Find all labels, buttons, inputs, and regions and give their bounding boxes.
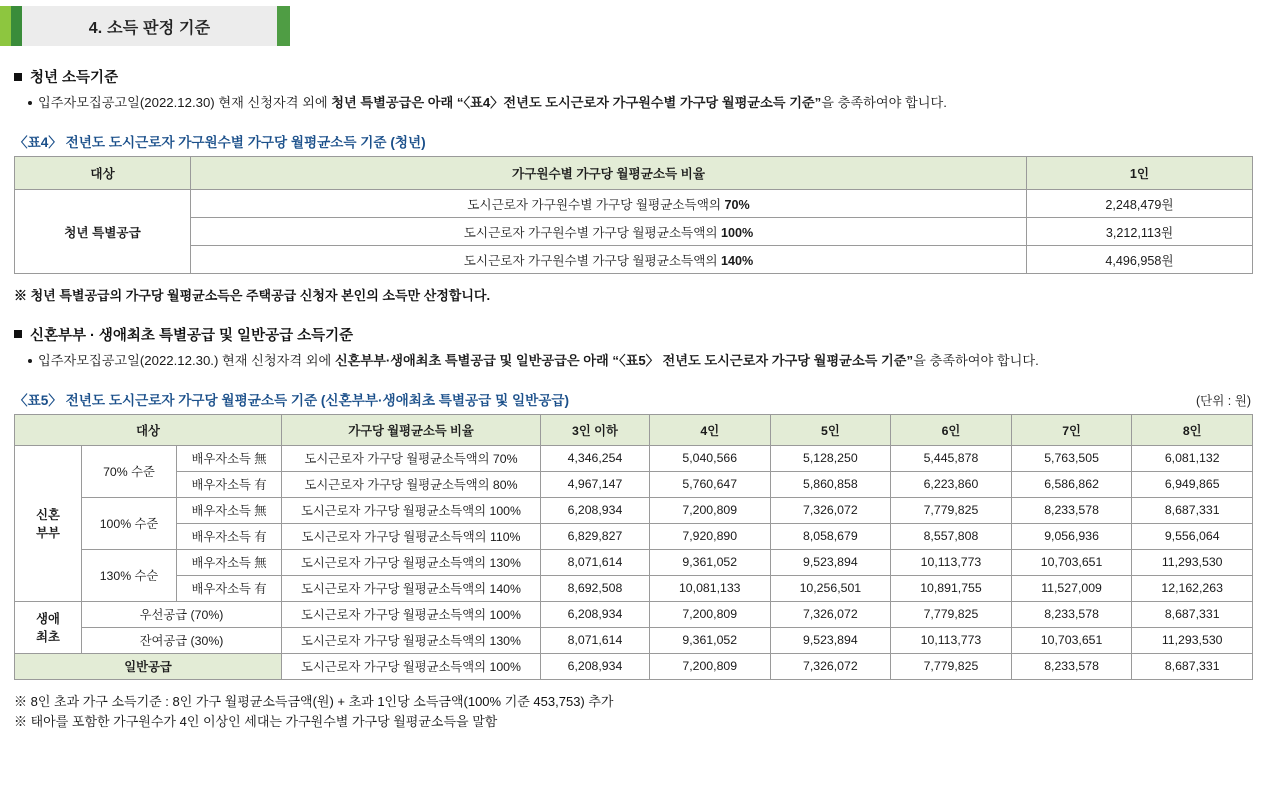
table5-group-newlywed (15, 445, 82, 601)
table5-value: 8,233,578 (1011, 653, 1132, 679)
table5-value: 8,058,679 (770, 523, 891, 549)
table5-spouse-label: 배우자소득 有 (177, 471, 282, 497)
youth-bullet-suffix: 을 충족하여야 합니다. (821, 95, 947, 110)
newlywed-bullet-suffix: 을 충족하여야 합니다. (913, 352, 1039, 368)
table5-ratio-bold: 100% (489, 608, 521, 623)
table5-ratio-cell (282, 497, 541, 523)
table4-ratio-bold: 140% (721, 253, 754, 268)
table5-group-first-line1: 생애 (36, 612, 60, 627)
table5-spouse-label: 배우자소득 有 (177, 575, 282, 601)
table5-value: 10,113,773 (891, 549, 1012, 575)
table5-value: 6,081,132 (1132, 445, 1253, 471)
table4-ratio-bold: 100% (721, 225, 754, 240)
table5-value: 4,346,254 (541, 445, 650, 471)
table5-value: 5,763,505 (1011, 445, 1132, 471)
table5-value: 10,113,773 (891, 627, 1012, 653)
table5-ratio-bold: 110% (489, 530, 521, 545)
decor-bar-light-green (0, 6, 11, 46)
table5-value: 8,687,331 (1132, 601, 1253, 627)
table-row (15, 217, 1253, 245)
table5-value: 8,687,331 (1132, 653, 1253, 679)
youth-bullet-prefix: 입주자모집공고일(2022.12.30) 현재 신청자격 외에 (38, 95, 332, 110)
table5-value: 6,208,934 (541, 601, 650, 627)
table5-value: 7,200,809 (649, 653, 770, 679)
heading-youth-income-label: 청년 소득기준 (30, 70, 119, 86)
table5-header-size-4: 4인 (649, 414, 770, 445)
decor-bar-dark-green (11, 6, 22, 46)
table5-level-label: 100% 수준 (82, 497, 177, 549)
table5-ratio-bold: 100% (489, 660, 521, 675)
table-row (15, 445, 1253, 471)
table5-value: 6,223,860 (891, 471, 1012, 497)
table4-amount-cell: 2,248,479원 (1027, 189, 1253, 217)
table5-ratio-text: 도시근로자 가구당 월평균소득액의 (301, 660, 490, 675)
table-row (15, 627, 1253, 653)
table5-spouse-label: 배우자소득 無 (177, 549, 282, 575)
newlywed-bullet (28, 351, 1253, 371)
table5-level-label: 130% 수순 (82, 549, 177, 601)
table5-value: 10,891,755 (891, 575, 1012, 601)
table5-first-level-label: 우선공급 (70%) (82, 601, 282, 627)
table4-caption (14, 131, 1253, 151)
table5-ratio-text: 도시근로자 가구당 월평균소득액의 (301, 634, 490, 649)
table5-ratio-bold: 100% (489, 504, 521, 519)
table5-value: 5,860,858 (770, 471, 891, 497)
table5-footnotes (14, 692, 1253, 734)
table5-value: 10,081,133 (649, 575, 770, 601)
table5-value: 8,071,614 (541, 627, 650, 653)
heading-youth-income (14, 66, 1253, 87)
table4-ratio-bold: 70% (724, 197, 750, 212)
table5-spouse-label: 배우자소득 無 (177, 497, 282, 523)
table5-header-size-5: 5인 (770, 414, 891, 445)
table4 (14, 156, 1253, 274)
table5-value: 5,128,250 (770, 445, 891, 471)
table5-value: 5,445,878 (891, 445, 1012, 471)
table-row (15, 414, 1253, 445)
table5-value: 9,361,052 (649, 627, 770, 653)
table4-header-size1: 1인 (1027, 156, 1253, 189)
footnote-1: ※ 8인 초과 가구 소득기준 : 8인 가구 월평균소득금액(원) + 초과 1인당 소득금액(100% 기준 453,753) 추가 (14, 693, 614, 709)
heading-newlywed-income (14, 324, 1253, 345)
document-body (0, 66, 1267, 733)
table5-value: 6,949,865 (1132, 471, 1253, 497)
heading-newlywed-income-label: 신혼부부 · 생애최초 특별공급 및 일반공급 소득기준 (30, 327, 354, 344)
footnote-2: ※ 태아를 포함한 가구원수가 4인 이상인 세대는 가구원수별 가구당 월평균소득을 말함 (14, 714, 498, 730)
decor-bar-right-green (277, 6, 290, 46)
table5-value: 8,071,614 (541, 549, 650, 575)
section-header (0, 6, 290, 46)
table5-value: 7,779,825 (891, 497, 1012, 523)
table4-ratio-cell (191, 217, 1027, 245)
table-row (15, 471, 1253, 497)
youth-bullet-text (38, 93, 947, 113)
dot-bullet-icon (28, 101, 32, 105)
table5-value: 9,056,936 (1011, 523, 1132, 549)
table5-header-size-7: 7인 (1011, 414, 1132, 445)
table5-value: 9,556,064 (1132, 523, 1253, 549)
table5-caption (14, 389, 1253, 409)
square-bullet-icon (14, 330, 22, 338)
table5-ratio-text: 도시근로자 가구당 월평균소득액의 (304, 452, 493, 467)
table5-group-first (15, 601, 82, 653)
table5 (14, 414, 1253, 680)
table5-value: 11,527,009 (1011, 575, 1132, 601)
table5-ratio-text: 도시근로자 가구당 월평균소득액의 (301, 556, 490, 571)
table5-value: 7,326,072 (770, 601, 891, 627)
table-row (15, 523, 1253, 549)
table5-value: 7,326,072 (770, 653, 891, 679)
square-bullet-icon (14, 73, 22, 81)
table4-ratio-text: 도시근로자 가구원수별 가구당 월평균소득액의 (463, 225, 722, 240)
table5-spouse-label: 배우자소득 無 (177, 445, 282, 471)
table5-header-size-3: 3인 이하 (541, 414, 650, 445)
table5-header-ratio: 가구당 월평균소득 비율 (282, 414, 541, 445)
table5-ratio-cell (282, 653, 541, 679)
table5-body (15, 445, 1253, 679)
table-row (15, 549, 1253, 575)
table5-ratio-bold: 80% (492, 478, 518, 493)
table5-ratio-text: 도시근로자 가구당 월평균소득액의 (301, 530, 490, 545)
table4-target-label: 청년 특별공급 (15, 189, 191, 273)
table5-head (15, 414, 1253, 445)
table5-ratio-cell (282, 575, 541, 601)
table5-value: 7,326,072 (770, 497, 891, 523)
table5-value: 8,233,578 (1011, 601, 1132, 627)
table5-header-target: 대상 (15, 414, 282, 445)
table5-value: 9,523,894 (770, 549, 891, 575)
table5-ratio-text: 도시근로자 가구당 월평균소득액의 (301, 608, 490, 623)
newlywed-bullet-text (38, 351, 1039, 371)
table5-group-newlywed-line2: 부부 (36, 526, 60, 541)
newlywed-bullet-bold: 신혼부부·생애최초 특별공급 및 일반공급은 아래 “〈표5〉 전년도 도시근로자 가구당 월평균소득 기준” (334, 352, 914, 368)
table5-value: 12,162,263 (1132, 575, 1253, 601)
table5-ratio-cell (282, 523, 541, 549)
table4-head (15, 156, 1253, 189)
table5-ratio-cell (282, 445, 541, 471)
table-row (15, 575, 1253, 601)
table5-ratio-bold: 140% (489, 582, 521, 597)
table5-ratio-text: 도시근로자 가구당 월평균소득액의 (301, 582, 490, 597)
table4-note: ※ 청년 특별공급의 가구당 월평균소득은 주택공급 신청자 본인의 소득만 산정합니다. (14, 287, 491, 303)
table5-value: 7,920,890 (649, 523, 770, 549)
table5-value: 10,256,501 (770, 575, 891, 601)
table5-ratio-text: 도시근로자 가구당 월평균소득액의 (304, 478, 493, 493)
table-row (15, 653, 1253, 679)
table-row (15, 601, 1253, 627)
table5-value: 7,779,825 (891, 601, 1012, 627)
table4-ratio-cell (191, 245, 1027, 273)
table5-value: 8,687,331 (1132, 497, 1253, 523)
table-row (15, 189, 1253, 217)
table5-value: 9,361,052 (649, 549, 770, 575)
table5-value: 6,208,934 (541, 653, 650, 679)
table5-value: 6,208,934 (541, 497, 650, 523)
table5-value: 8,692,508 (541, 575, 650, 601)
table4-header-ratio: 가구원수별 가구당 월평균소득 비율 (191, 156, 1027, 189)
table4-ratio-text: 도시근로자 가구원수별 가구당 월평균소득액의 (467, 197, 725, 212)
table4-ratio-text: 도시근로자 가구원수별 가구당 월평균소득액의 (463, 253, 722, 268)
table5-first-level-label: 잔여공급 (30%) (82, 627, 282, 653)
youth-bullet (28, 93, 1253, 113)
table5-value: 10,703,651 (1011, 549, 1132, 575)
table5-ratio-cell (282, 601, 541, 627)
newlywed-bullet-prefix: 입주자모집공고일(2022.12.30.) 현재 신청자격 외에 (38, 352, 335, 368)
table5-caption-text: 〈표5〉 전년도 도시근로자 가구당 월평균소득 기준 (신혼부부·생애최초 특별공급 및 일반공급) (14, 392, 570, 408)
table5-level-label: 70% 수준 (82, 445, 177, 497)
table5-ratio-bold: 70% (492, 452, 518, 467)
youth-bullet-bold: 청년 특별공급은 아래 “〈표4〉전년도 도시근로자 가구원수별 가구당 월평균소득 기준” (331, 95, 822, 110)
table5-value: 8,557,808 (891, 523, 1012, 549)
table4-body (15, 189, 1253, 273)
table5-ratio-cell (282, 627, 541, 653)
table5-value: 6,829,827 (541, 523, 650, 549)
table5-group-first-line2: 최초 (36, 630, 60, 645)
table5-value: 6,586,862 (1011, 471, 1132, 497)
table5-value: 10,703,651 (1011, 627, 1132, 653)
table5-value: 4,967,147 (541, 471, 650, 497)
table5-ratio-cell (282, 471, 541, 497)
table5-ratio-bold: 130% (489, 556, 521, 571)
table5-value: 9,523,894 (770, 627, 891, 653)
table5-header-size-8: 8인 (1132, 414, 1253, 445)
table-row (15, 497, 1253, 523)
table4-header-target: 대상 (15, 156, 191, 189)
table5-value: 7,779,825 (891, 653, 1012, 679)
table4-caption-text: 〈표4〉 전년도 도시근로자 가구원수별 가구당 월평균소득 기준 (청년) (14, 134, 426, 150)
page-title: 4. 소득 판정 기준 (22, 6, 277, 46)
table-row (15, 245, 1253, 273)
table5-unit-note: (단위 : 원) (1196, 393, 1251, 408)
table5-spouse-label: 배우자소득 有 (177, 523, 282, 549)
table5-value: 7,200,809 (649, 497, 770, 523)
dot-bullet-icon (28, 359, 32, 363)
table5-group-newlywed-line1: 신혼 (36, 508, 60, 523)
table5-ratio-bold: 130% (489, 634, 521, 649)
table5-header-size-6: 6인 (891, 414, 1012, 445)
table5-general-label: 일반공급 (15, 653, 282, 679)
table4-ratio-cell (191, 189, 1027, 217)
table4-amount-cell: 3,212,113원 (1027, 217, 1253, 245)
table5-value: 11,293,530 (1132, 627, 1253, 653)
table5-ratio-text: 도시근로자 가구당 월평균소득액의 (301, 504, 490, 519)
table4-amount-cell: 4,496,958원 (1027, 245, 1253, 273)
table-row (15, 156, 1253, 189)
table5-ratio-cell (282, 549, 541, 575)
table5-value: 5,040,566 (649, 445, 770, 471)
table5-value: 7,200,809 (649, 601, 770, 627)
table5-value: 5,760,647 (649, 471, 770, 497)
table5-value: 8,233,578 (1011, 497, 1132, 523)
table5-value: 11,293,530 (1132, 549, 1253, 575)
